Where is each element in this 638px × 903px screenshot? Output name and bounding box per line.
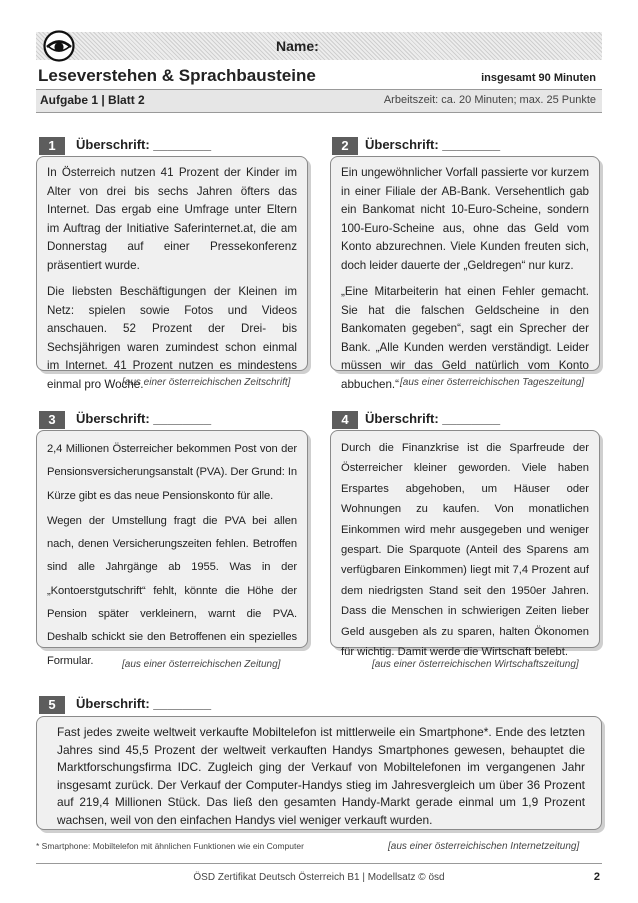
footer-text: ÖSD Zertifikat Deutsch Österreich B1 | Modellsatz © ösd	[193, 872, 445, 883]
paragraph: Wegen der Umstellung fragt die PVA bei allen nach, denen Versicherungszeiten fehlen. Betroffen sind alle Jahrgänge ab 1955. Was in der „Kontoerstgutschrift“ fehlt, könnte die Höhe der Pension später verkleinern, warnt die PVA. Deshalb schickt sie den Betroffenen ein spezielles Formular.	[47, 514, 297, 667]
section-number-3: 3	[39, 411, 65, 429]
section-number-5: 5	[39, 696, 65, 714]
paragraph: 2,4 Millionen Österreicher bekommen Post von der Pensionsversicherungsanstalt (PVA). Der Grund: In Kürze gibt es das neue Pensionskonto für alle.	[47, 443, 297, 502]
section-heading-2: Überschrift: ________	[365, 137, 501, 152]
paragraph: „Eine Mitarbeiterin hat einen Fehler gemacht. Sie hat die falschen Geldscheine in den Bankomaten gegeben“, sagt ein Sprecher der Bank. „Alle Kunden werden verständigt. Leider müssen wir das Geld natürlich vom Konto abbuchen.“	[341, 285, 589, 391]
work-time: Arbeitszeit: ca. 20 Minuten; max. 25 Punkte	[383, 94, 596, 106]
section-number-1: 1	[39, 137, 65, 155]
paragraph: In Österreich nutzen 41 Prozent der Kinder im Alter von drei bis sechs Jahren öfters das Internet. Das ergab eine Umfrage unter Eltern im Auftrag der Initiative Saferinternet.at, die am Donnerstag auf einer Pressekonferenz präsentiert wurde.	[47, 166, 297, 272]
total-time: insgesamt 90 Minuten	[481, 72, 596, 84]
section-number-2: 2	[332, 137, 358, 155]
paragraph: Die liebsten Beschäftigungen der Kleinen im Netz: spielen sowie Fotos und Videos anschauen. 52 Prozent der Drei- bis Sechsjährigen waren zumindest schon einmal im Internet. 41 Prozent nutzen es mindestens einmal pro Woche.	[47, 285, 297, 391]
section-number-4: 4	[332, 411, 358, 429]
footer-divider	[36, 863, 602, 864]
section-heading-3: Überschrift: ________	[76, 411, 212, 426]
paragraph: Fast jedes zweite weltweit verkaufte Mobiltelefon ist mittlerweile ein Smartphone*. Ende des letzten Jahres sind 45,5 Prozent der weltweit verkauften Handys Smartphones gewesen, behauptet die Marktforschungsfirma IDC. Zugleich ging der Verkauf von Mobiltelefonen im vergangenen Jahr insgesamt zurück. Der Verkauf der Computer-Handys stieg im Jahresvergleich um über 36 Prozent auf 219,4 Millionen Stück. Das ließ den gesamten Handy-Markt gerade einmal um 1,9 Prozent wachsen, weil von den einfachen Handys viel weniger verkauft wurden.	[57, 725, 585, 827]
paragraph: Durch die Finanzkrise ist die Sparfreude der Österreicher kleiner geworden. Viele haben Erspartes abgehoben, um Häuser oder Wohnungen zu kaufen. Von monatlichen Einkommen wird mehr ausgegeben und weniger gespart. Die Sparquote (Anteil des Sparens am verfügbaren Einkommen) liegt mit 7,4 Prozent auf dem niedrigsten Stand seit den 1950er Jahren. Dass die Menschen in schwierigen Zeiten lieber Geld ausgeben als zu sparen, halten Ökonomen für wichtig. Damit werde die Wirtschaft belebt.	[341, 442, 589, 659]
section-heading-5: Überschrift: ________	[76, 696, 212, 711]
paragraph: Ein ungewöhnlicher Vorfall passierte vor kurzem in einer Filiale der AB-Bank. Versehentlich gab ein Bankomat nicht 10-Euro-Scheine, sondern 100-Euro-Scheine aus, ohne das Geld vom Konto abzurechnen. Viele Kunden freuten sich, doch leider dauerte der „Geldregen“ nur kurz.	[341, 166, 589, 272]
section-heading-1: Überschrift: ________	[76, 137, 212, 152]
source-4: [aus einer österreichischen Wirtschaftszeitung]	[372, 659, 579, 670]
source-5: [aus einer österreichischen Internetzeitung]	[388, 841, 580, 852]
source-2: [aus einer österreichischen Tageszeitung]	[400, 377, 585, 388]
task-label: Aufgabe 1 | Blatt 2	[40, 93, 145, 107]
eye-icon	[40, 30, 78, 62]
text-box-4	[330, 430, 600, 659]
footnote: * Smartphone: Mobiltelefon mit ähnlichen Funktionen wie ein Computer	[36, 841, 304, 851]
source-1: [aus einer österreichischen Zeitschrift]	[122, 377, 291, 388]
page-title: Leseverstehen & Sprachbausteine	[38, 66, 316, 85]
page-number: 2	[593, 871, 600, 883]
section-heading-4: Überschrift: ________	[365, 411, 501, 426]
header-bar	[36, 32, 602, 60]
text-box-5	[36, 716, 602, 830]
name-label: Name:	[276, 38, 319, 54]
source-3: [aus einer österreichischen Zeitung]	[122, 659, 281, 670]
